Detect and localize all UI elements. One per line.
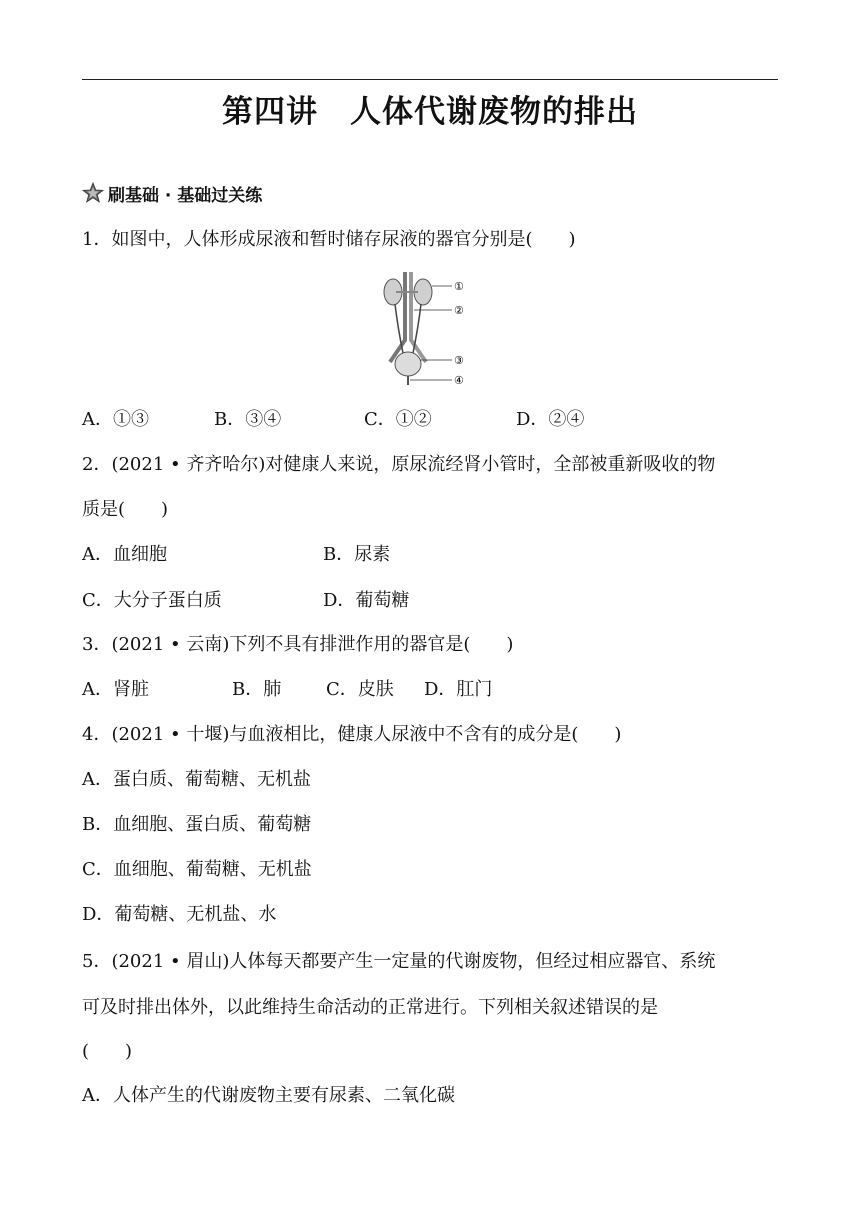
star-icon <box>82 182 104 204</box>
question-3-stem: 3．(2021 • 云南)下列不具有排泄作用的器官是( ) <box>82 634 514 655</box>
question-3-option-c: C．皮肤 <box>326 679 394 700</box>
header-rule <box>82 79 778 80</box>
question-4-option-a: A．蛋白质、葡萄糖、无机盐 <box>82 769 311 790</box>
question-5-stem-line-1: 5．(2021 • 眉山)人体每天都要产生一定量的代谢废物，但经过相应器官、系统 <box>82 951 716 972</box>
question-4-option-b: B．血细胞、蛋白质、葡萄糖 <box>82 814 312 835</box>
question-2-option-c: C．大分子蛋白质 <box>82 590 222 611</box>
question-2-stem-line-2: 质是( ) <box>82 499 169 520</box>
question-2-option-d: D．葡萄糖 <box>323 590 410 611</box>
question-1-option-d: D．②④ <box>516 409 585 430</box>
question-2-option-b: B．尿素 <box>323 544 391 565</box>
urinary-system-diagram <box>378 270 482 392</box>
diagram-label-3: ③ <box>454 354 464 367</box>
question-2-option-a: A．血细胞 <box>82 544 167 565</box>
question-4-option-c: C．血细胞、葡萄糖、无机盐 <box>82 859 312 880</box>
question-2-stem-line-1: 2．(2021 • 齐齐哈尔)对健康人来说，原尿流经肾小管时，全部被重新吸收的物 <box>82 454 716 475</box>
question-3-option-d: D．肛门 <box>424 679 493 700</box>
question-5-option-a: A．人体产生的代谢废物主要有尿素、二氧化碳 <box>82 1085 455 1106</box>
question-4-stem: 4．(2021 • 十堰)与血液相比，健康人尿液中不含有的成分是( ) <box>82 724 622 745</box>
question-1-option-b: B．③④ <box>214 409 282 430</box>
question-5-stem-line-2: 可及时排出体外，以此维持生命活动的正常进行。下列相关叙述错误的是 <box>82 997 658 1018</box>
question-1-option-c: C．①② <box>364 409 432 430</box>
question-5-stem-line-3: ( ) <box>82 1041 133 1062</box>
question-1-option-a: A．①③ <box>82 409 149 430</box>
diagram-label-4: ④ <box>454 374 464 387</box>
diagram-label-2: ② <box>454 304 464 317</box>
diagram-label-1: ① <box>454 280 464 293</box>
question-1-stem: 1．如图中，人体形成尿液和暂时储存尿液的器官分别是( ) <box>82 229 576 250</box>
question-4-option-d: D．葡萄糖、无机盐、水 <box>82 904 277 925</box>
section-label: 刷基础 · 基础过关练 <box>108 185 263 206</box>
page-title: 第四讲 人体代谢废物的排出 <box>222 94 638 130</box>
question-3-option-b: B．肺 <box>232 679 282 700</box>
question-3-option-a: A．肾脏 <box>82 679 149 700</box>
section-heading <box>82 180 262 206</box>
